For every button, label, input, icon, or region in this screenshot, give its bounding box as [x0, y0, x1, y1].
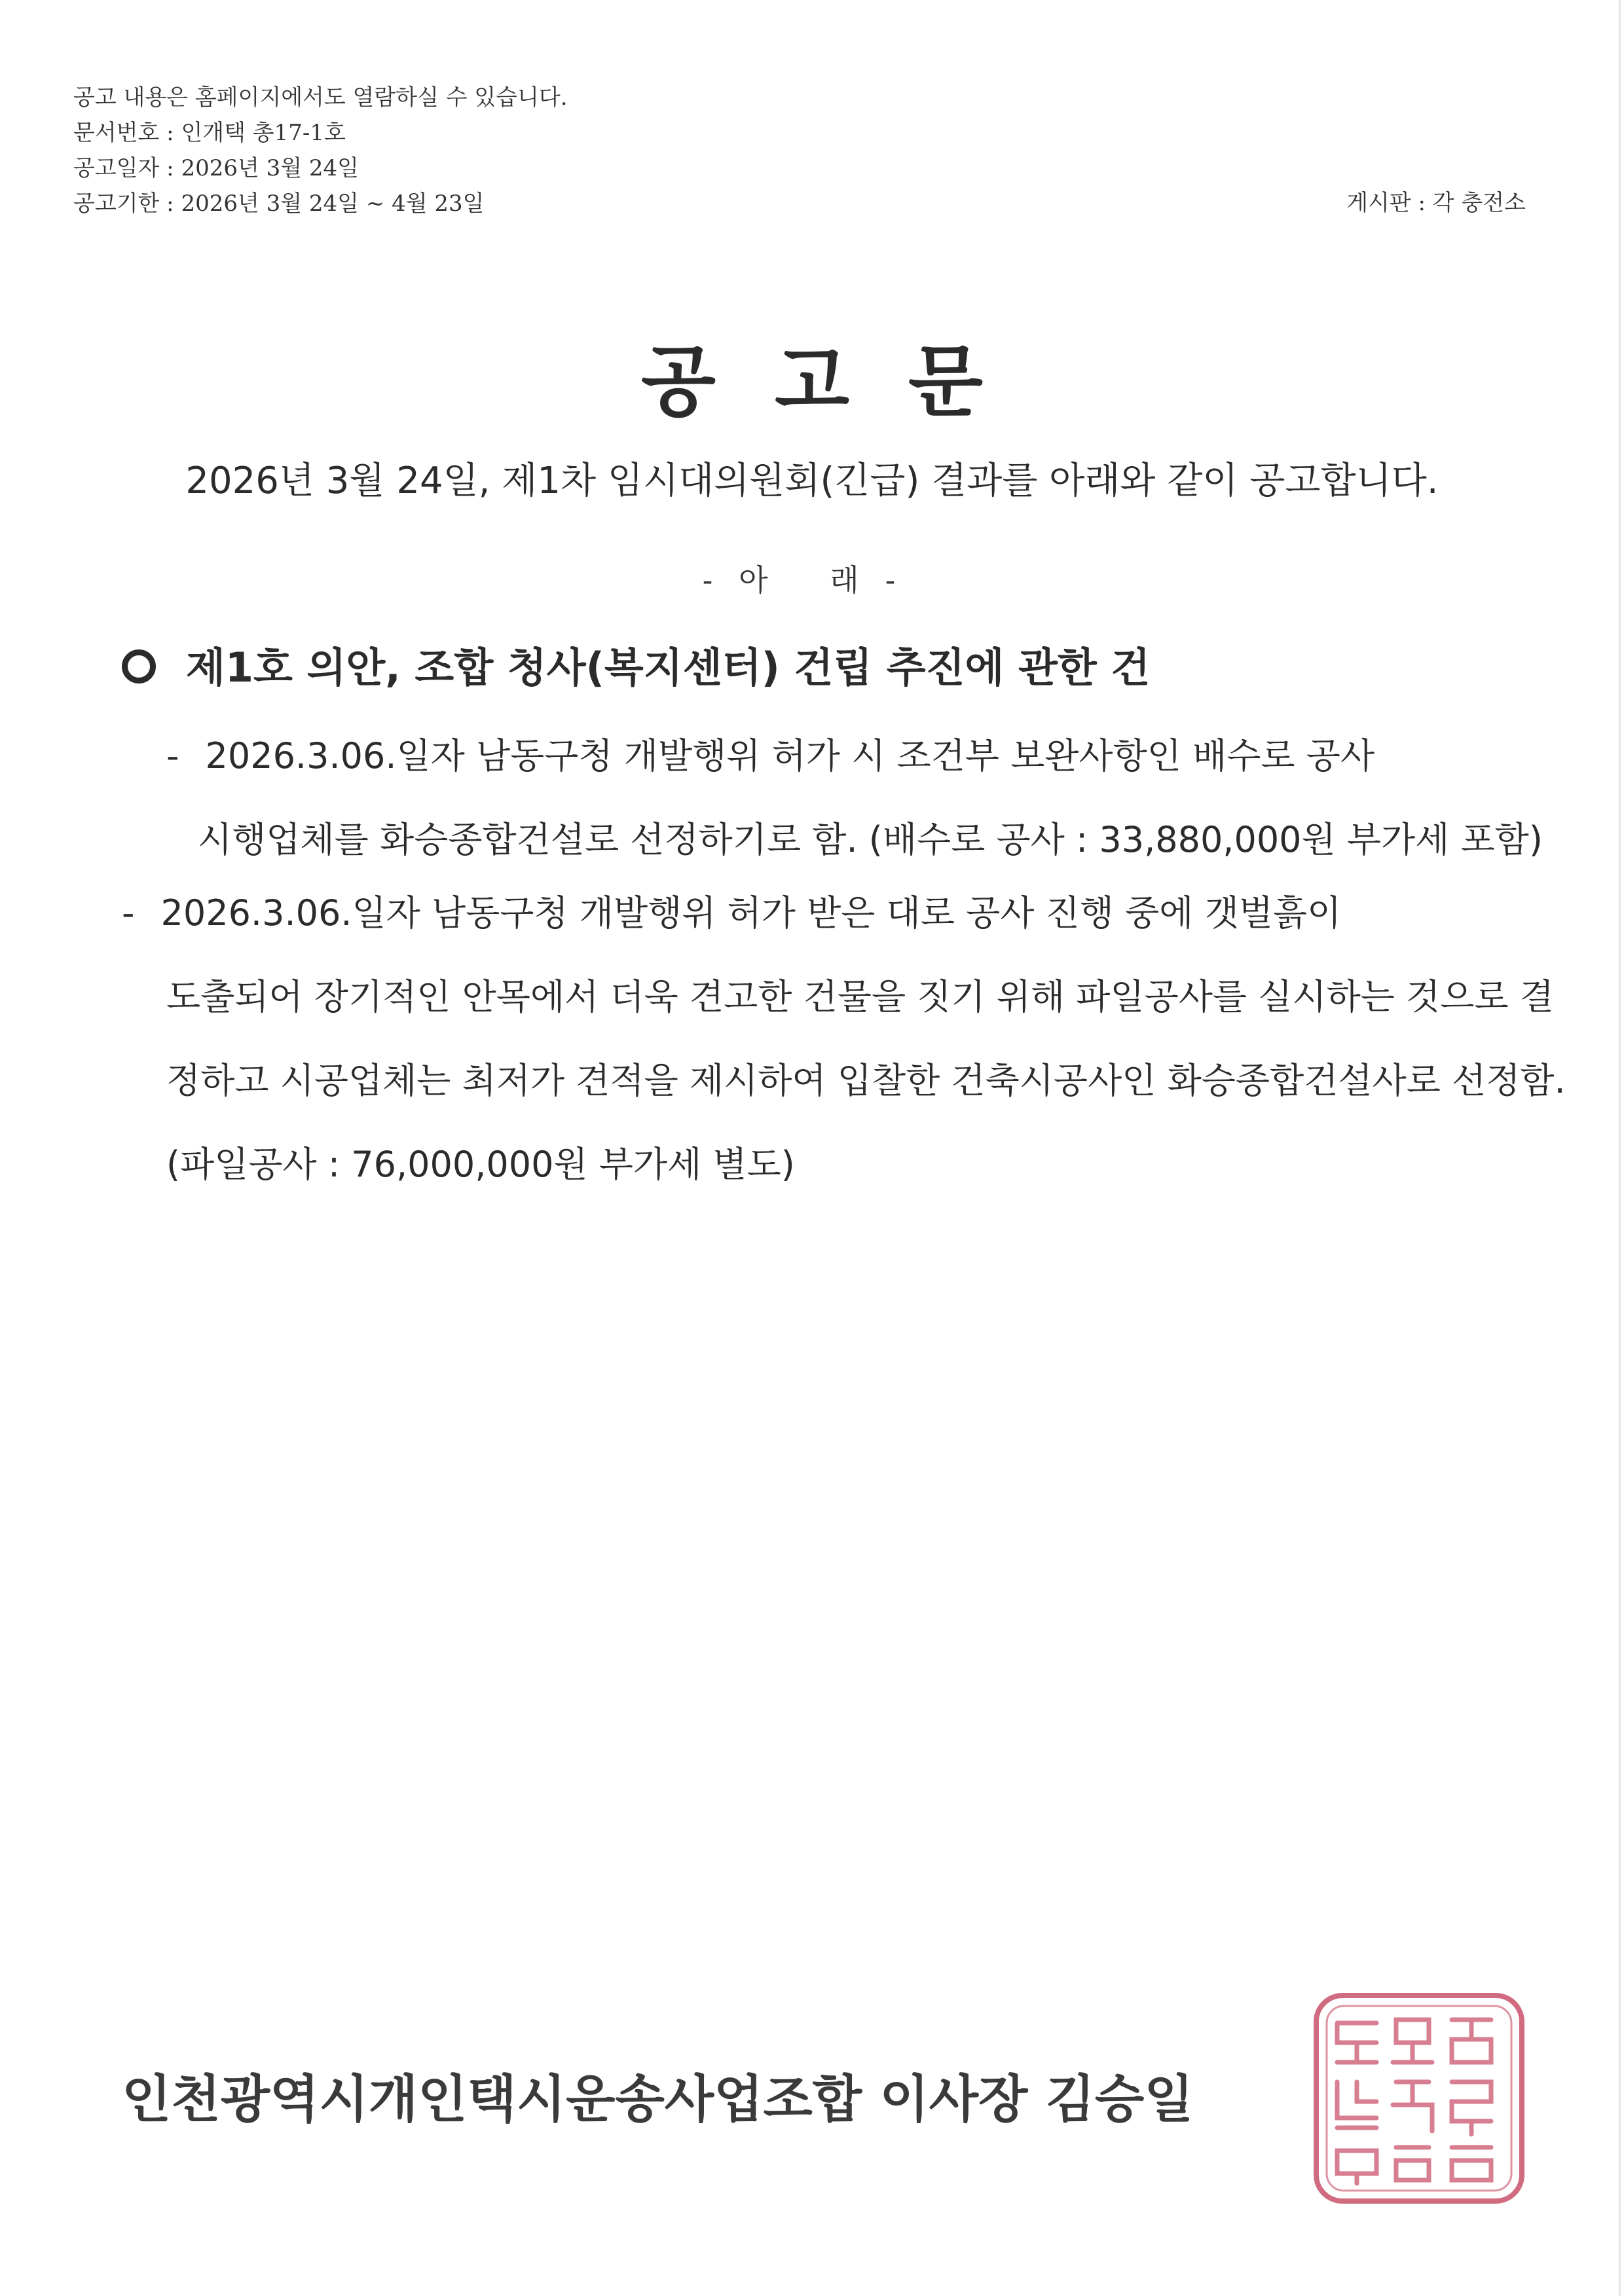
below-label: -아 래- [702, 562, 922, 598]
intro-sentence: 2026년 3월 24일, 제1차 임시대의원회(긴급) 결과를 아래와 같이 공고합니다. [185, 460, 1439, 502]
document-header [73, 80, 568, 221]
agenda-item-1-text-1: 2026.3.06.일자 남동구청 개발행위 허가 시 조건부 보완사항인 배수로 공사 [205, 735, 1375, 776]
dash-bullet: - [166, 735, 179, 776]
agenda-item-1-line-1 [166, 728, 1375, 778]
agenda-item-2-line-2: 도출되어 장기적인 안목에서 더욱 견고한 건물을 짓기 위해 파일공사를 실시하는 것으로 결 [166, 976, 1554, 1017]
document-number: 문서번호 : 인개택 총17-1호 [73, 120, 346, 146]
agenda-item-1-line-2: 시행업체를 화승종합건설로 선정하기로 함. (배수로 공사 : 33,880,000원 부가세 포함) [198, 819, 1543, 860]
homepage-notice-line: 공고 내용은 홈페이지에서도 열람하실 수 있습니다. [73, 84, 568, 111]
notice-period: 공고기한 : 2026년 3월 24일 ~ 4월 23일 [73, 191, 485, 217]
official-seal-icon [1311, 1990, 1527, 2206]
agenda-item-2-text-1: 2026.3.06.일자 남동구청 개발행위 허가 받은 대로 공사 진행 중에 갯벌흙이 [160, 892, 1342, 934]
agenda-item-2-line-4: (파일공사 : 76,000,000원 부가세 별도) [166, 1144, 795, 1185]
posting-board: 게시판 : 각 충전소 [1346, 190, 1526, 216]
agenda-item-2-line-3: 정하고 시공업체는 최저가 견적을 제시하여 입찰한 건축시공사인 화승종합건설사로 선정함. [166, 1060, 1566, 1101]
agenda-item-2-line-1 [122, 885, 1341, 936]
signature-line: 인천광역시개인택시운송사업조합 이사장 김승일 [122, 2070, 1194, 2129]
circle-bullet-icon [122, 649, 156, 683]
dash-bullet: - [122, 892, 135, 934]
agenda-title: 제1호 의안, 조합 청사(복지센터) 건립 추진에 관한 건 [186, 644, 1151, 691]
agenda-heading [122, 635, 1150, 693]
page-title: 공고문 [641, 337, 1042, 427]
notice-date: 공고일자 : 2026년 3월 24일 [73, 155, 360, 181]
